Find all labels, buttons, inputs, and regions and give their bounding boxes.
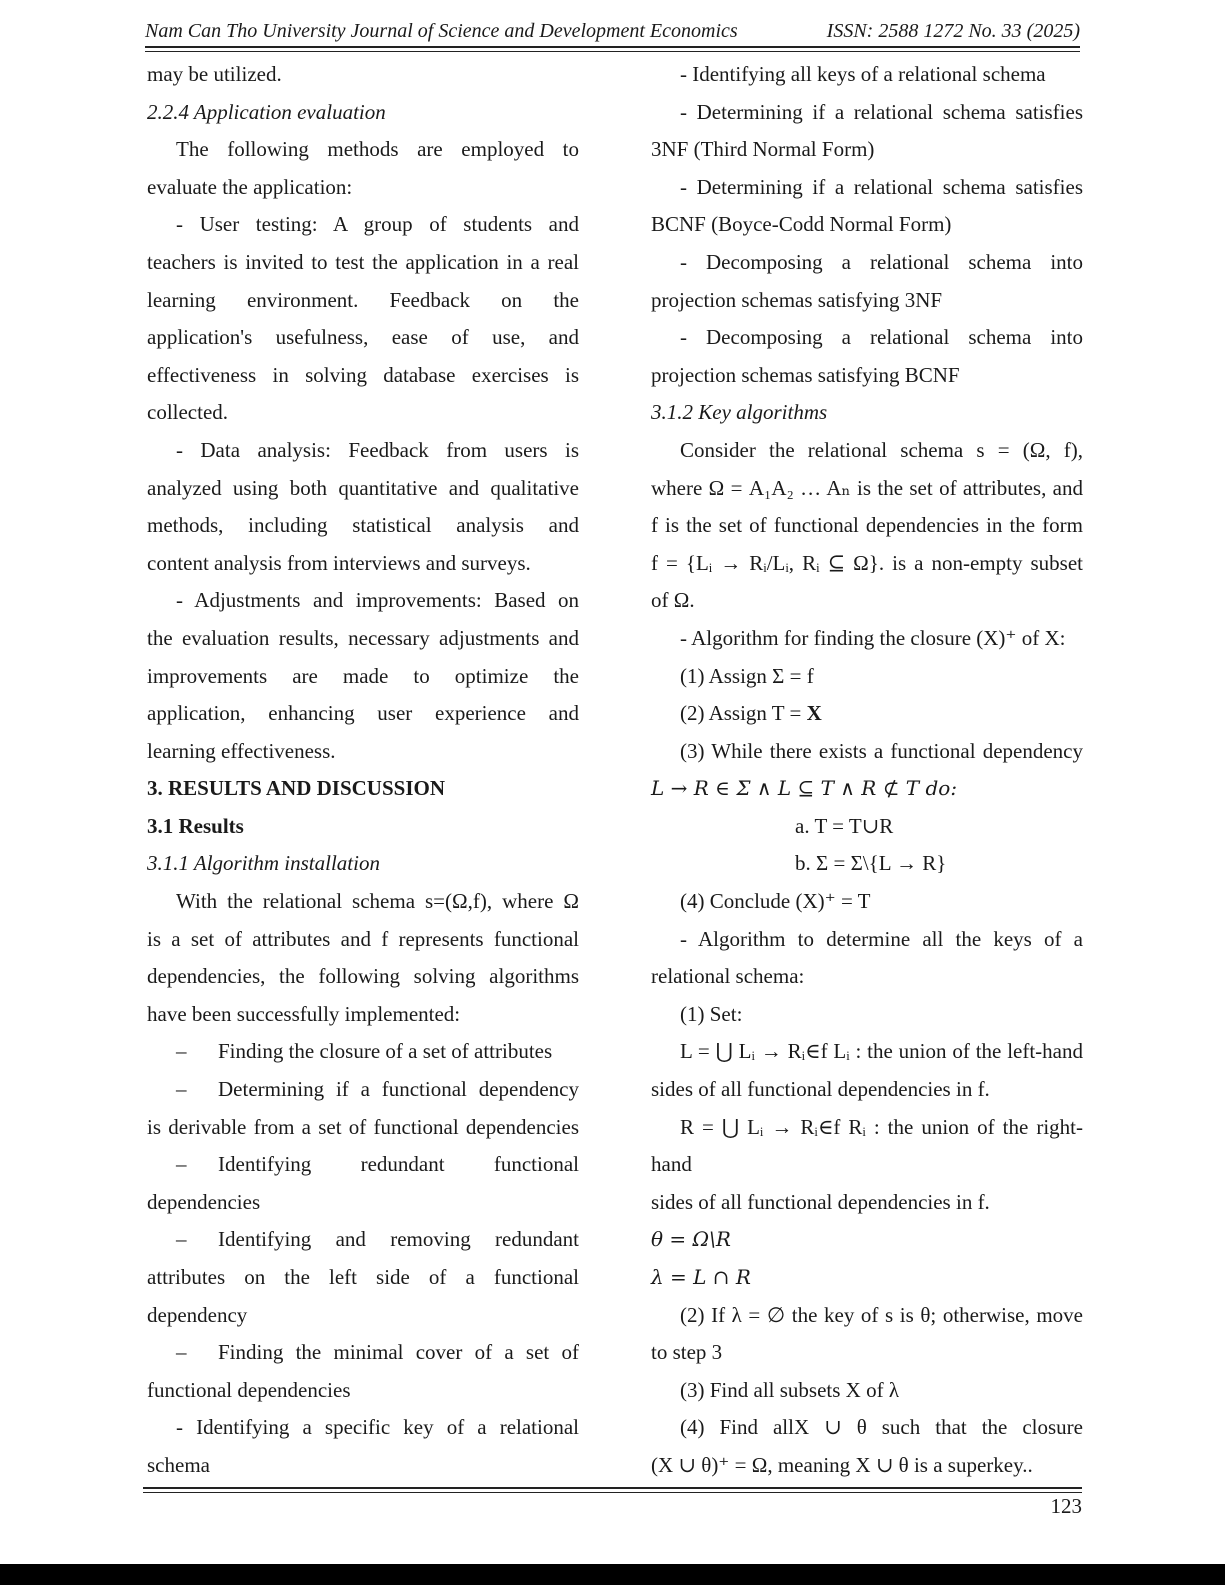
algorithm-step: (1) Set: [680, 1001, 743, 1026]
algorithm-step: (1) Assign Σ = f [680, 663, 814, 688]
subsection-heading: 3.1 Results [147, 813, 244, 838]
list-item-text: Identifying and removing redundant [218, 1227, 579, 1252]
paragraph-line: - Data analysis: Feedback from users is [176, 437, 579, 462]
paragraph-line: (X ∪ θ)⁺ = Ω, meaning X ∪ θ is a superkey.. [651, 1452, 1033, 1477]
paragraph-line: functional dependencies [147, 1377, 351, 1402]
formula-line: λ = L ∩ R [651, 1265, 751, 1289]
dash-marker: – [176, 1227, 187, 1252]
paragraph-line: projection schemas satisfying 3NF [651, 287, 943, 312]
list-item-text: Determining if a functional dependency [218, 1077, 579, 1102]
header-rule [145, 46, 1080, 48]
step-text: (2) Assign T = [680, 701, 807, 726]
algorithm-substep: a. T = T∪R [795, 813, 894, 838]
formula-line: θ = Ω\R [651, 1227, 731, 1252]
list-item [147, 1146, 579, 1184]
list-item-text: Finding the minimal cover of a set of [218, 1340, 579, 1365]
paragraph-line: application's usefulness, ease of use, and [147, 325, 579, 350]
section-heading: 3. RESULTS AND DISCUSSION [147, 776, 445, 801]
formula-line: R = ⋃ Lᵢ → Rᵢ∈f Rᵢ : the union of the right-hand [651, 1114, 1083, 1177]
paragraph-line: is derivable from a set of functional dependencies [147, 1114, 579, 1139]
paragraph-line: teachers is invited to test the application in a real [147, 249, 579, 274]
paragraph-line: Consider the relational schema s = (Ω, f), [680, 437, 1083, 462]
header-rule-thin [145, 51, 1080, 52]
list-item-text: Identifying redundant functional [218, 1152, 579, 1177]
paragraph-line: to step 3 [651, 1340, 723, 1365]
paragraph-line: analyzed using both quantitative and qualitative [147, 475, 579, 500]
list-item [147, 1033, 579, 1071]
list-item [147, 1071, 579, 1109]
running-header [145, 20, 1080, 43]
paragraph-line: - Decomposing a relational schema into [680, 249, 1083, 274]
paragraph-line: dependencies [147, 1189, 261, 1214]
footer-rule-thin [143, 1492, 1082, 1493]
paragraph-line: improvements are made to optimize the [147, 663, 579, 688]
paragraph-line: - User testing: A group of students and [176, 212, 579, 237]
scan-edge [0, 1564, 1225, 1585]
paragraph-line: The following methods are employed to [176, 137, 579, 162]
paragraph-line: - Algorithm to determine all the keys of a [680, 926, 1083, 951]
left-column [147, 56, 579, 1485]
paragraph-line: learning effectiveness. [147, 738, 336, 763]
algorithm-step: (4) Find allX ∪ θ such that the closure [680, 1415, 1083, 1440]
paragraph-line: - Determining if a relational schema satisfies [680, 99, 1083, 124]
paragraph-line: BCNF (Boyce-Codd Normal Form) [651, 212, 952, 237]
journal-title: Nam Can Tho University Journal of Science and Development Economics [145, 20, 738, 42]
subsubsection-heading: 3.1.1 Algorithm installation [147, 851, 380, 876]
bold-variable: X [806, 701, 822, 726]
paragraph-line: is a set of attributes and f represents functional [147, 926, 579, 951]
paragraph-line: application, enhancing user experience and [147, 701, 579, 726]
paragraph-line: f = {Lᵢ → Rᵢ/Lᵢ, Rᵢ ⊆ Ω}. is a non-empty subset [651, 550, 1083, 575]
subsubsection-heading: 3.1.2 Key algorithms [651, 400, 828, 425]
paragraph-line: relational schema: [651, 964, 805, 989]
paragraph-line: - Identifying a specific key of a relational [176, 1415, 579, 1440]
paragraph-line: With the relational schema s=(Ω,f), where Ω [176, 889, 579, 914]
paragraph-line: where Ω = A₁A₂ … Aₙ is the set of attributes, and [651, 475, 1083, 500]
paragraph-line: of Ω. [651, 588, 695, 613]
paragraph-line: - Determining if a relational schema satisfies [680, 174, 1083, 199]
section-heading: 2.2.4 Application evaluation [147, 99, 386, 124]
paragraph-line: - Decomposing a relational schema into [680, 325, 1083, 350]
list-item-text: Finding the closure of a set of attributes [218, 1039, 553, 1064]
paragraph-line: - Algorithm for finding the closure (X)⁺ of X: [680, 625, 1066, 650]
algorithm-step: (3) While there exists a functional dependency [680, 738, 1083, 763]
issn-info: ISSN: 2588 1272 No. 33 (2025) [826, 20, 1080, 42]
paragraph-line: 3NF (Third Normal Form) [651, 137, 875, 162]
paragraph-line: - Adjustments and improvements: Based on [176, 588, 579, 613]
paragraph-line: effectiveness in solving database exercises is [147, 362, 579, 387]
right-column [651, 56, 1083, 1485]
algorithm-step [651, 695, 1083, 733]
paragraph-line: sides of all functional dependencies in f. [651, 1189, 990, 1214]
algorithm-step: (2) If λ = ∅ the key of s is θ; otherwise, move [680, 1302, 1083, 1327]
algorithm-substep: b. Σ = Σ\{L → R} [795, 851, 947, 876]
paragraph-line: f is the set of functional dependencies in the form [651, 513, 1083, 538]
paragraph-line: content analysis from interviews and surveys. [147, 550, 531, 575]
paragraph-line: learning environment. Feedback on the [147, 287, 579, 312]
formula-line: L → R ∈ Σ ∧ L ⊆ T ∧ R ⊄ T do: [651, 776, 958, 801]
paragraph-line: - Identifying all keys of a relational schema [680, 62, 1046, 86]
list-item [147, 1334, 579, 1372]
algorithm-step: (4) Conclude (X)⁺ = T [680, 889, 871, 914]
list-item [147, 1221, 579, 1259]
paragraph-line: collected. [147, 400, 229, 425]
paragraph-line: attributes on the left side of a functional [147, 1265, 579, 1289]
algorithm-step: (3) Find all subsets X of λ [680, 1377, 900, 1402]
paragraph-line: the evaluation results, necessary adjustments and [147, 625, 579, 650]
dash-marker: – [176, 1077, 187, 1102]
footer-rule [143, 1487, 1082, 1489]
paragraph-line: sides of all functional dependencies in f. [651, 1077, 990, 1102]
dash-marker: – [176, 1039, 187, 1064]
paragraph-line: schema [147, 1452, 210, 1477]
paragraph-line: evaluate the application: [147, 174, 353, 199]
paragraph-line: dependency [147, 1302, 248, 1327]
paragraph-line: methods, including statistical analysis and [147, 513, 579, 538]
paragraph-line: dependencies, the following solving algorithms [147, 964, 579, 989]
dash-marker: – [176, 1152, 187, 1177]
paragraph-line: projection schemas satisfying BCNF [651, 362, 960, 387]
formula-line: L = ⋃ Lᵢ → Rᵢ∈f Lᵢ : the union of the left-hand [680, 1039, 1083, 1064]
page-number: 123 [1050, 1494, 1082, 1518]
dash-marker: – [176, 1340, 187, 1365]
paragraph-line: have been successfully implemented: [147, 1001, 461, 1026]
paragraph-line: may be utilized. [147, 62, 282, 86]
